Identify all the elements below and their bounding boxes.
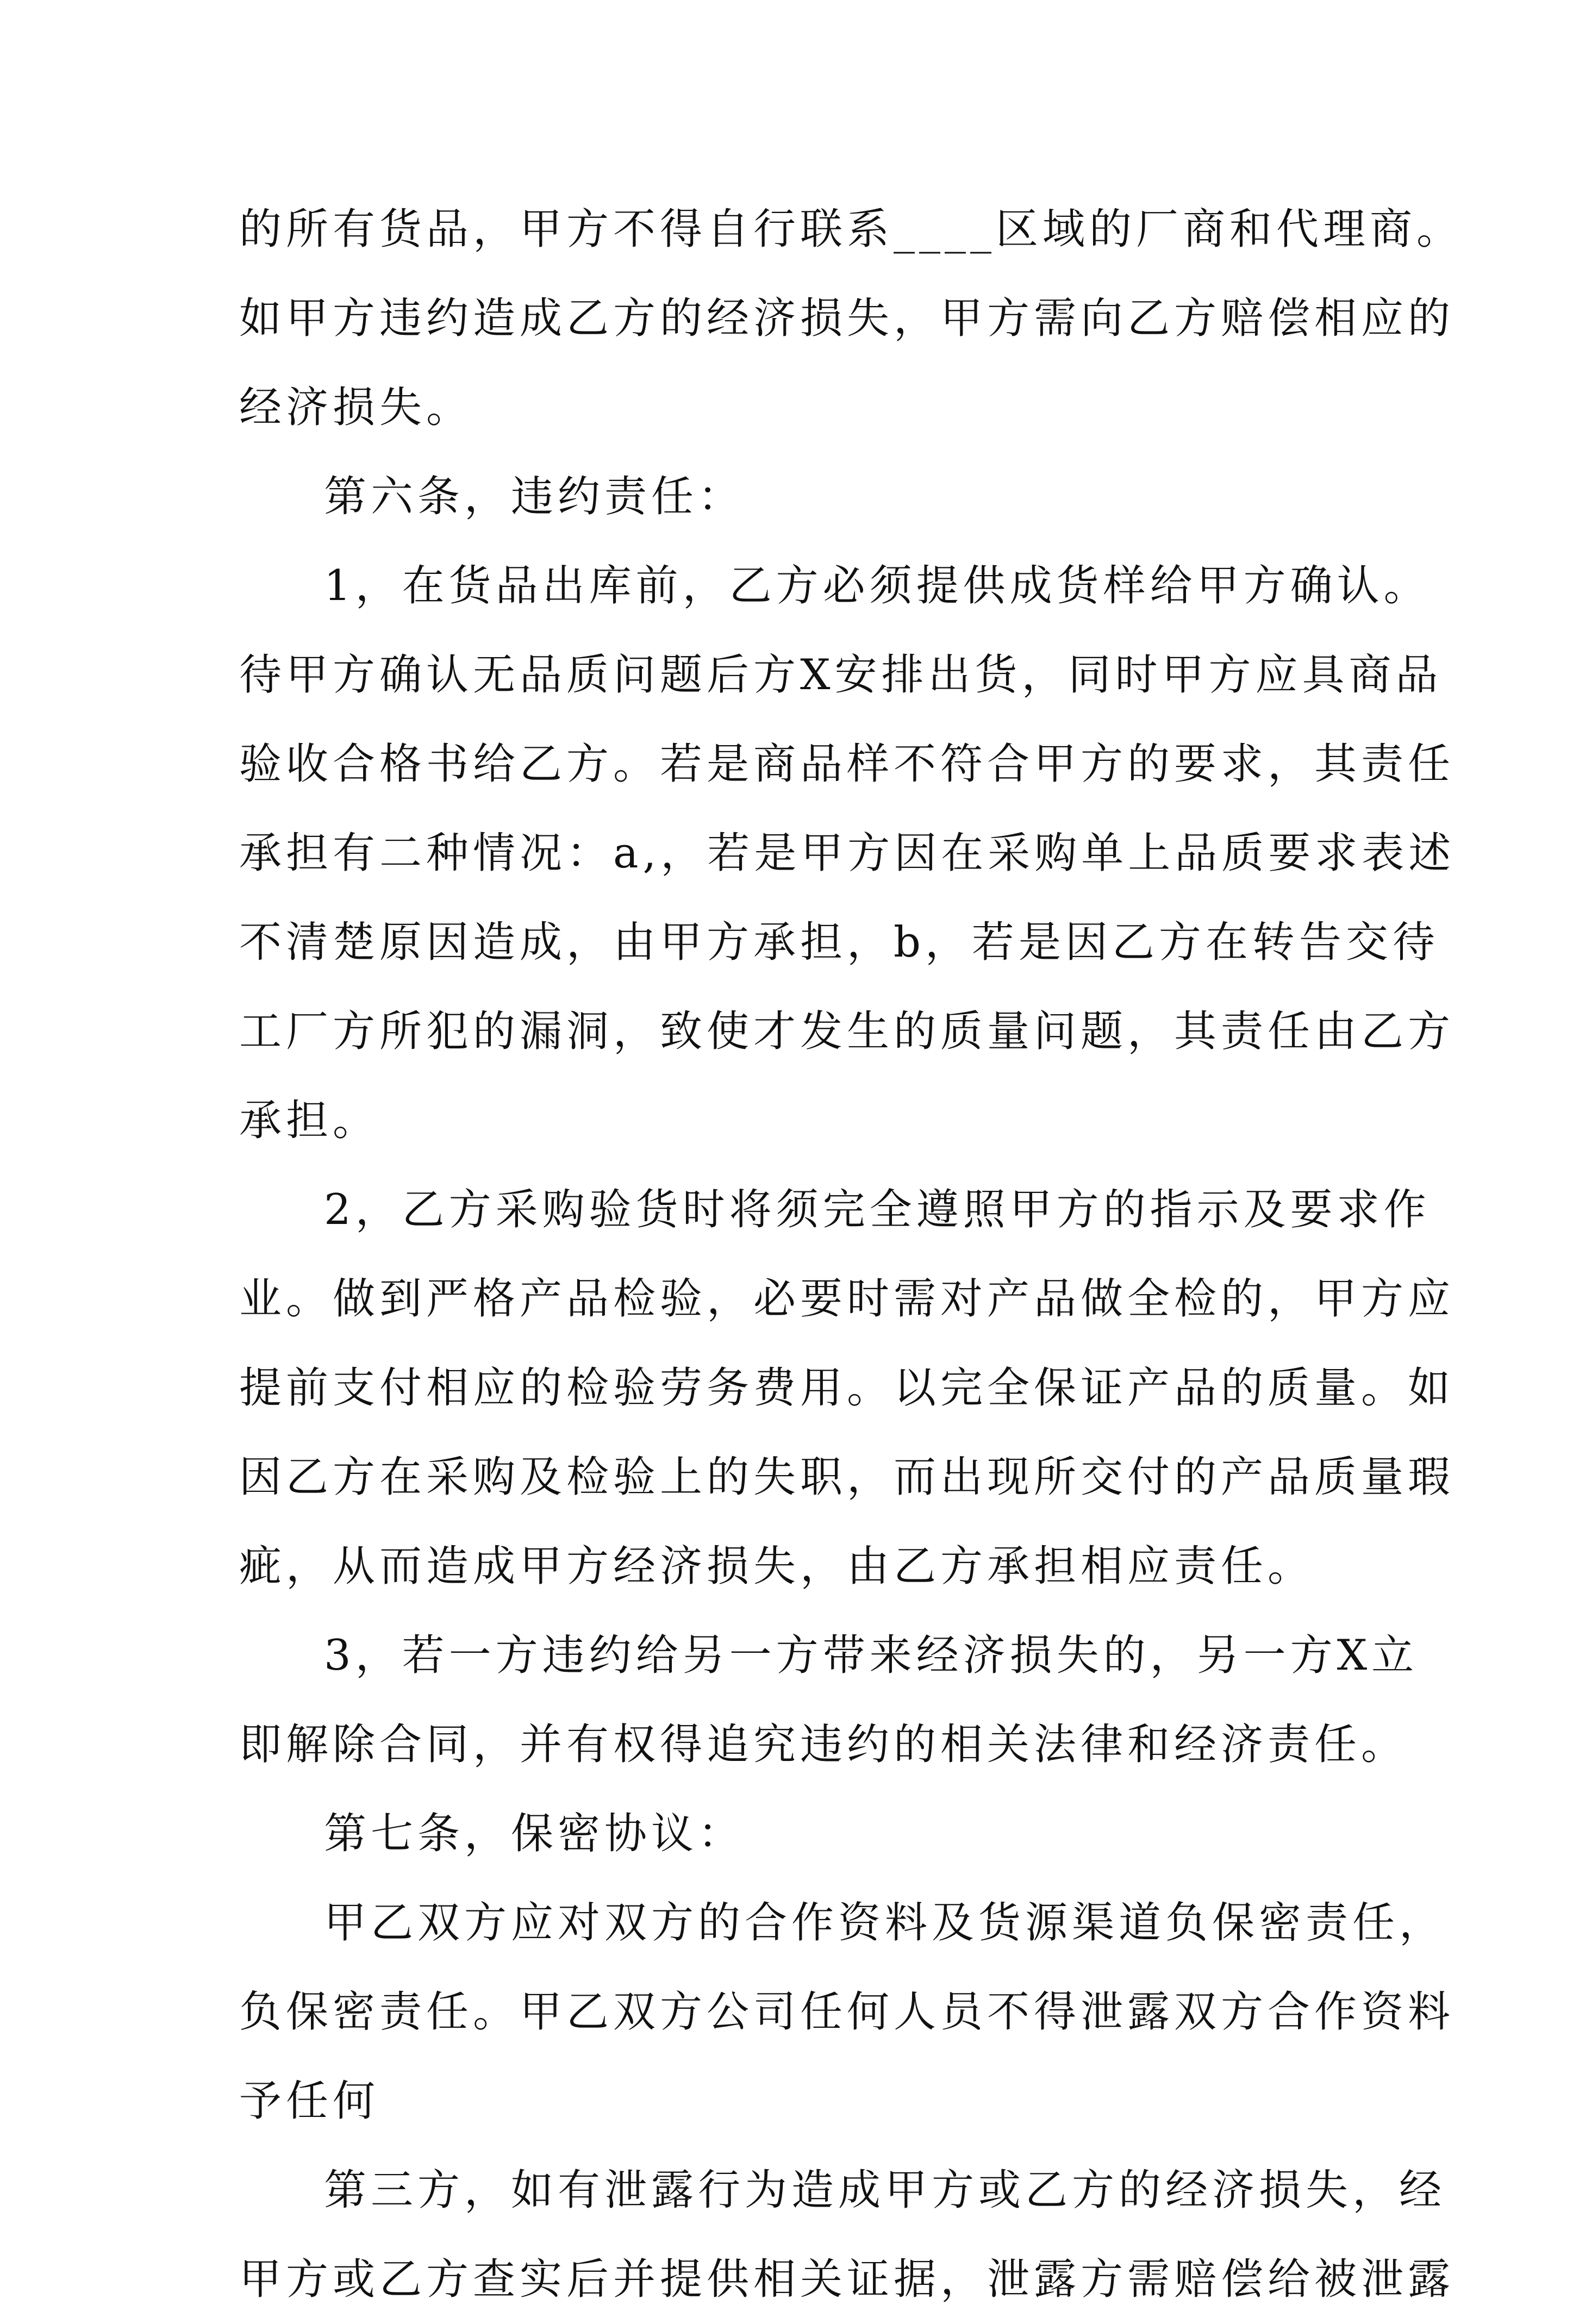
- text-line: 因乙方在采购及检验上的失职，而出现所交付的产品质量瑕: [239, 1453, 1455, 1502]
- text-line: 工厂方所犯的漏洞，致使才发生的质量问题，其责任由乙方: [239, 1007, 1455, 1056]
- text-line: 的所有货品，甲方不得自行联系____区域的厂商和代理商。: [239, 205, 1464, 254]
- text-line: 不清楚原因造成，由甲方承担，b，若是因乙方在转告交待: [239, 918, 1439, 967]
- text-line: 3，若一方违约给另一方带来经济损失的，另一方X立: [324, 1631, 1419, 1680]
- text-line: 承担。: [239, 1096, 380, 1145]
- text-line: 第三方，如有泄露行为造成甲方或乙方的经济损失，经: [324, 2166, 1446, 2215]
- text-line: 甲乙双方应对双方的合作资料及货源渠道负保密责任，: [324, 1898, 1446, 1947]
- text-line: 经济损失。: [239, 383, 473, 432]
- text-line: 疵，从而造成甲方经济损失，由乙方承担相应责任。: [239, 1542, 1315, 1591]
- section-heading: 第六条，违约责任：: [324, 472, 745, 521]
- section-heading: 第七条，保密协议：: [324, 1809, 745, 1858]
- text-line: 负保密责任。甲乙双方公司任何人员不得泄露双方合作资料: [239, 1988, 1455, 2036]
- text-line: 验收合格书给乙方。若是商品样不符合甲方的要求，其责任: [239, 740, 1455, 789]
- text-line: 甲方或乙方查实后并提供相关证据，泄露方需赔偿给被泄露: [239, 2255, 1455, 2304]
- text-line: 承担有二种情况：a,，若是甲方因在采购单上品质要求表述: [239, 829, 1456, 878]
- contract-text-body: [239, 185, 1464, 2324]
- text-line: 2，乙方采购验货时将须完全遵照甲方的指示及要求作: [324, 1185, 1431, 1234]
- text-line: 1，在货品出库前，乙方必须提供成货样给甲方确认。: [324, 561, 1431, 610]
- text-line: 即解除合同，并有权得追究违约的相关法律和经济责任。: [239, 1720, 1408, 1769]
- text-line: 予任何: [239, 2077, 380, 2126]
- text-line: 业。做到严格产品检验，必要时需对产品做全检的，甲方应: [239, 1275, 1455, 1323]
- text-line: 如甲方违约造成乙方的经济损失，甲方需向乙方赔偿相应的: [239, 294, 1455, 343]
- text-line: 提前支付相应的检验劳务费用。以完全保证产品的质量。如: [239, 1364, 1455, 1413]
- text-line: 待甲方确认无品质问题后方X安排出货，同时甲方应具商品: [239, 651, 1443, 699]
